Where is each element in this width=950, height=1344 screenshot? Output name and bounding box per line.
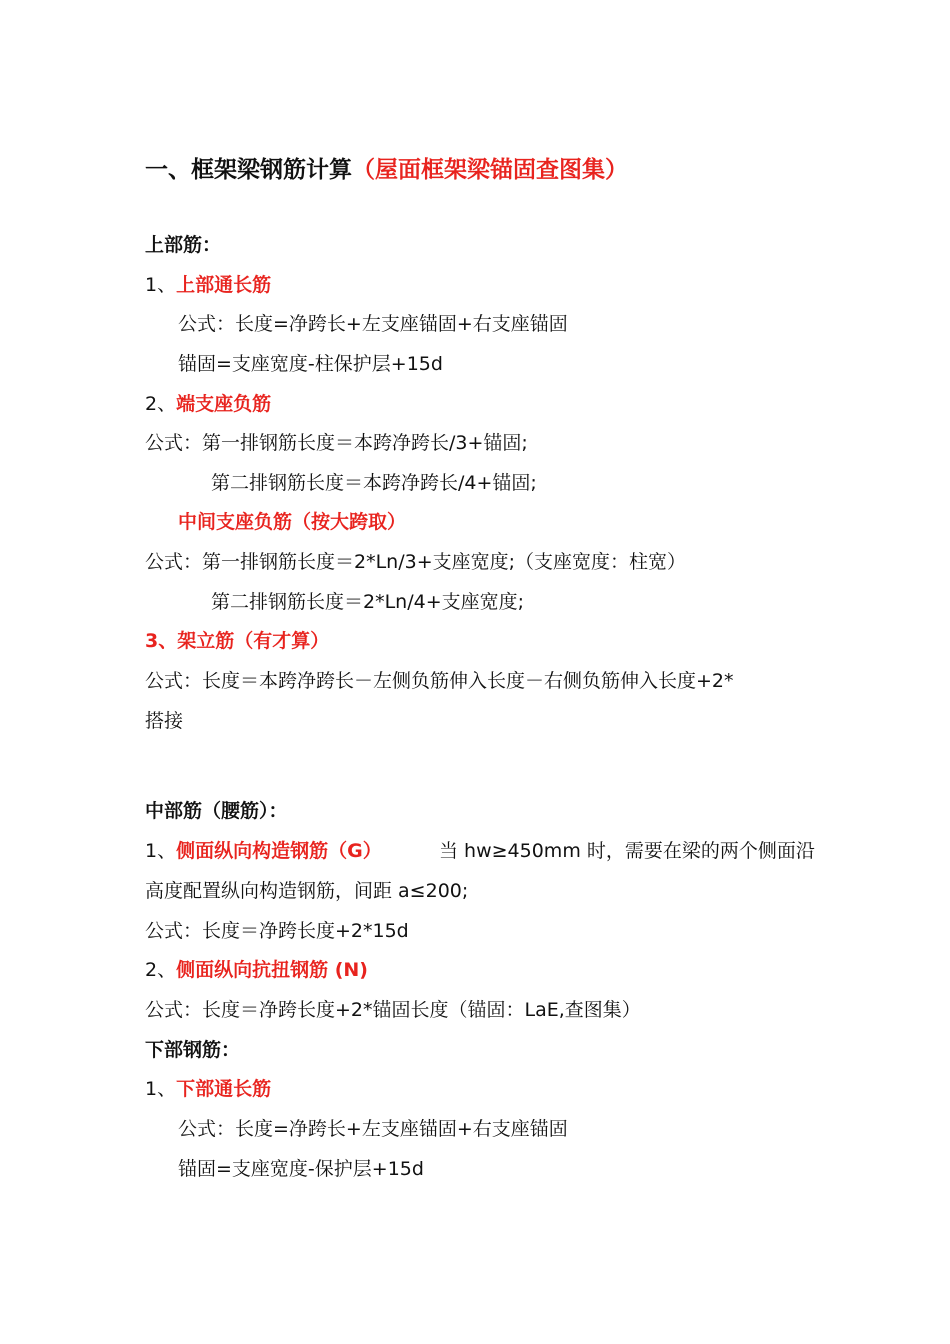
upper-item1-num: 1、 [145,274,177,296]
middle-item1-name: 侧面纵向构造钢筋（G） [176,840,382,862]
upper-item2-sub-formula2: 第二排钢筋长度＝2*Ln/4+支座宽度; [211,591,525,613]
middle-item1-formula: 公式：长度＝净跨长度+2*15d [145,920,409,942]
middle-item2-formula: 公式：长度＝净跨长度+2*锚固长度（锚固：LaE,查图集） [145,999,641,1021]
page-title [145,155,628,185]
upper-item3-formula-line1: 公式：长度＝本跨净跨长－左侧负筋伸入长度－右侧负筋伸入长度+2* [145,670,734,692]
upper-item2-name: 端支座负筋 [176,393,272,415]
middle-item2-name: 侧面纵向抗扭钢筋 (N) [176,959,368,981]
middle-item2-num: 2、 [145,959,177,981]
upper-item1 [145,272,271,298]
middle-item2 [145,957,368,983]
upper-item3 [145,628,329,654]
upper-item1-name: 上部通长筋 [176,274,272,296]
lower-item1-anchor: 锚固=支座宽度-保护层+15d [178,1158,424,1180]
upper-item3-name: 架立筋（有才算） [177,630,330,652]
middle-item1-num: 1、 [145,840,177,862]
lower-item1-formula: 公式：长度=净跨长+左支座锚固+右支座锚固 [178,1118,568,1140]
lower-item1-name: 下部通长筋 [176,1078,272,1100]
title-red-note: （屋面框架梁锚固查图集） [352,157,628,183]
upper-item2-num: 2、 [145,393,177,415]
upper-item2-formula1: 公式：第一排钢筋长度＝本跨净跨长/3+锚固; [145,432,528,454]
upper-item3-formula-line2: 搭接 [145,710,184,732]
title-main: 一、框架梁钢筋计算 [145,157,352,183]
upper-item2-sub-name: 中间支座负筋（按大跨取） [178,511,407,533]
lower-item1 [145,1076,271,1102]
middle-heading: 中部筋（腰筋）： [145,800,288,822]
upper-item2-sub-formula1: 公式：第一排钢筋长度＝2*Ln/3+支座宽度;（支座宽度：柱宽） [145,551,687,573]
upper-heading: 上部筋： [145,234,222,256]
upper-item1-formula: 公式：长度=净跨长+左支座锚固+右支座锚固 [178,313,568,335]
upper-item1-anchor: 锚固=支座宽度-柱保护层+15d [178,353,443,375]
middle-item1-desc-line2: 高度配置纵向构造钢筋，间距 a≤200; [145,880,469,902]
middle-item1-desc-line1: 当 hw≥450mm 时，需要在梁的两个侧面沿 [439,840,815,862]
lower-heading: 下部钢筋： [145,1039,241,1061]
lower-item1-num: 1、 [145,1078,177,1100]
upper-item3-num: 3、 [145,630,178,652]
middle-item1 [145,838,382,864]
upper-item2 [145,391,271,417]
upper-item2-formula2: 第二排钢筋长度＝本跨净跨长/4+锚固; [211,472,537,494]
